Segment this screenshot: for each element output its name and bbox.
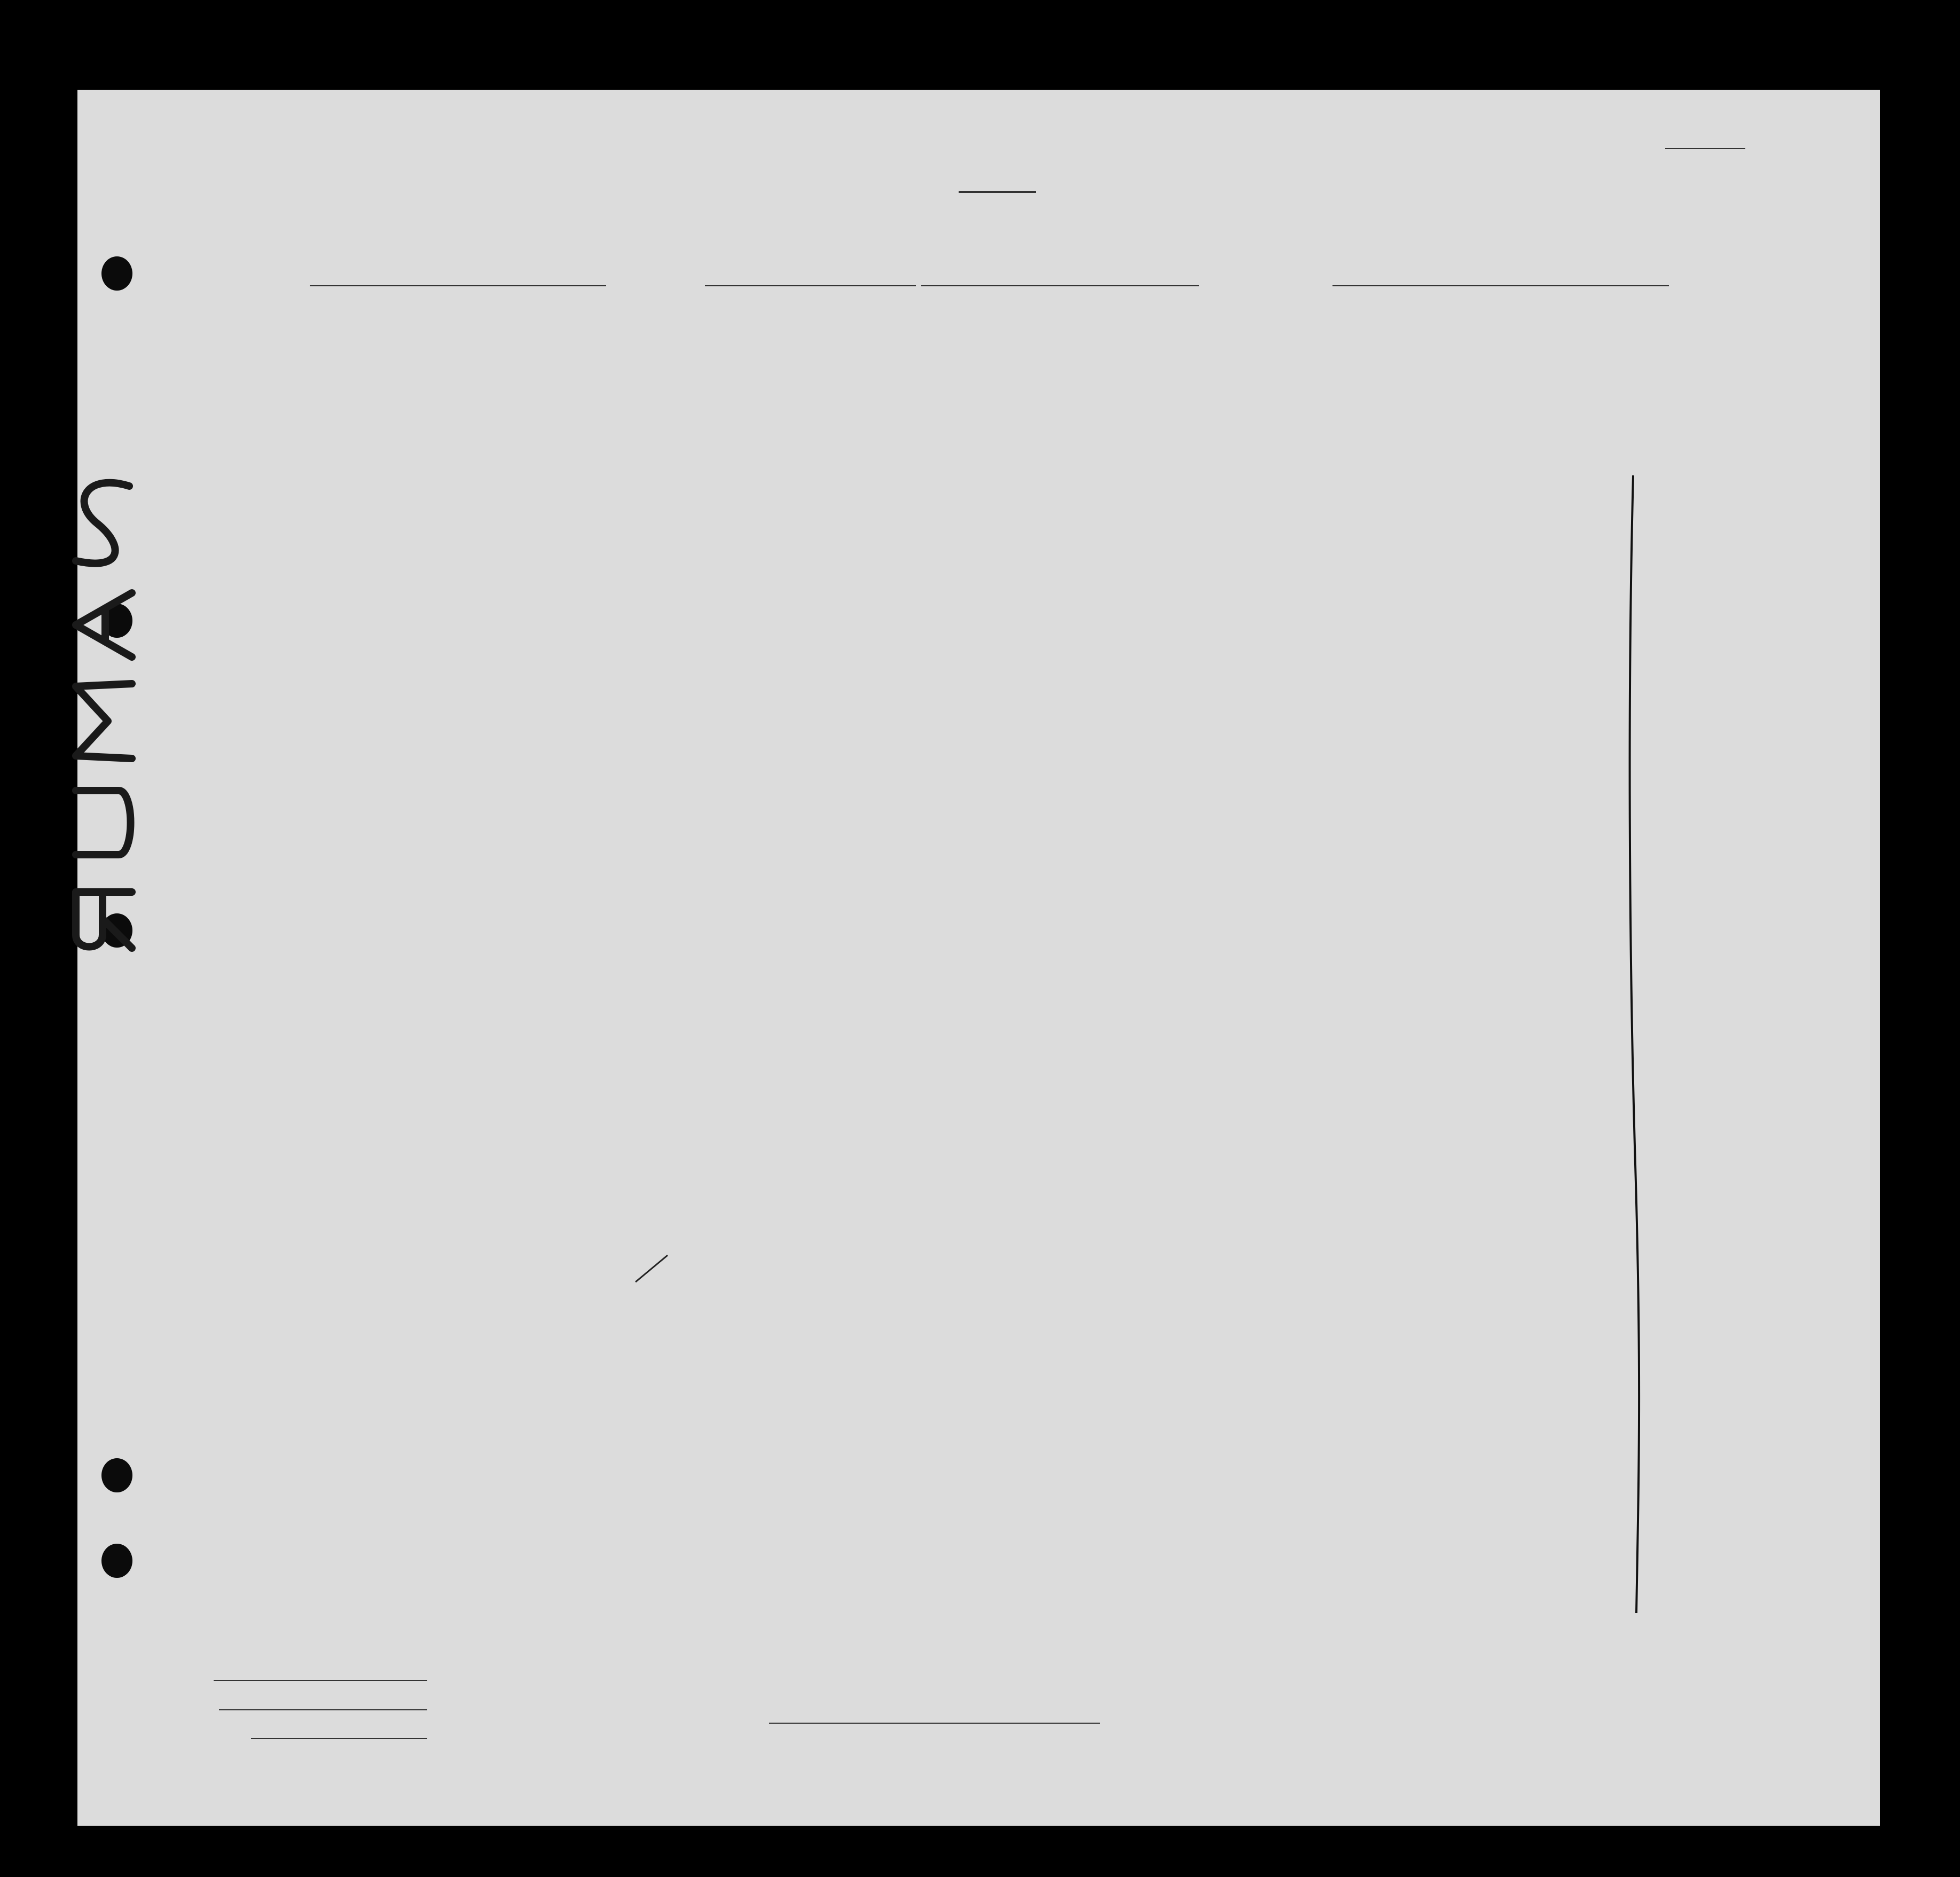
punch-hole [101, 1544, 132, 1578]
manifest-sheet [77, 90, 1880, 1826]
punch-hole [101, 1458, 132, 1492]
sheet-value [1665, 148, 1745, 149]
ship-name-stamp [65, 470, 140, 1026]
remarks-ditto-line [1624, 470, 1645, 1618]
bracket-mark [630, 1250, 673, 1287]
punch-hole [101, 256, 132, 291]
title-underline [959, 191, 1036, 193]
sheet-number [1665, 137, 1745, 153]
